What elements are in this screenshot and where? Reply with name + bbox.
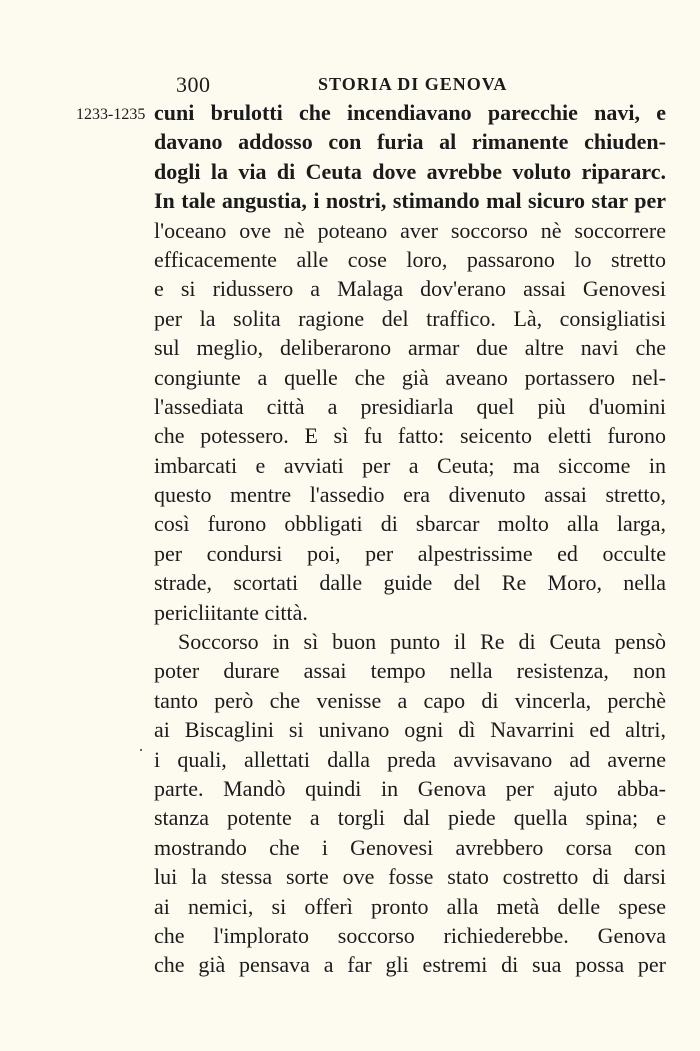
page-number: 300 — [176, 72, 211, 97]
text-line: congiunte a quelle che già aveano portassero nel- — [154, 364, 666, 390]
text-line: così furono obbligati di sbarcar molto alla larga, — [154, 511, 666, 537]
text-line: davano addosso con furia al rimanente chiuden- — [154, 129, 666, 155]
text-line: cuni brulotti che incendiavano parecchie navi, e — [154, 100, 666, 125]
paragraph-2 — [154, 627, 666, 980]
text-line: strade, scortati dalle guide del Re Moro, nella — [154, 570, 666, 596]
running-head: STORIA DI GENOVA — [318, 74, 508, 94]
marginal-date: 1233-1235 — [76, 106, 146, 123]
text-line: efficacemente alle cose loro, passarono lo stretto — [154, 246, 666, 272]
text-line: Soccorso in sì buon punto il Re di Ceuta pensò — [178, 629, 666, 655]
text-line: ai nemici, si offerì pronto alla metà delle spese — [154, 893, 666, 919]
text-line: sul meglio, deliberarono armar due altre navi che — [154, 335, 666, 361]
text-line: l'oceano ove nè poteano aver soccorso nè soccorrere — [154, 217, 666, 243]
text-line: per condursi poi, per alpestrissime ed occulte — [154, 540, 666, 566]
body-text — [154, 98, 666, 980]
text-line: che l'implorato soccorso richiederebbe. Genova — [154, 922, 666, 948]
text-line: poter durare assai tempo nella resistenza, non — [154, 658, 666, 684]
text-line: mostrando che i Genovesi avrebbero corsa con — [154, 834, 666, 860]
text-line: lui la stessa sorte ove fosse stato costretto di darsi — [154, 864, 666, 890]
text-line: dogli la via di Ceuta dove avrebbe voluto ripararc. — [154, 158, 666, 184]
text-line: questo mentre l'assedio era divenuto assai stretto, — [154, 482, 666, 508]
paragraph-1 — [154, 98, 666, 627]
text-line: i quali, allettati dalla preda avvisavano ad averne — [154, 746, 666, 772]
text-line: tanto però che venisse a capo di vincerla, perchè — [154, 687, 666, 713]
text-line: imbarcati e avviati per a Ceuta; ma siccome in — [154, 452, 666, 478]
text-line: parte. Mandò quindi in Genova per ajuto abba- — [154, 775, 666, 801]
text-line: ai Biscaglini si univano ogni dì Navarrini ed altri, — [154, 717, 666, 743]
ink-speck — [140, 749, 142, 751]
text-line: l'assediata città a presidiarla quel più d'uomini — [154, 393, 666, 419]
text-line: che potessero. E sì fu fatto: seicento eletti furono — [154, 423, 666, 449]
text-line: In tale angustia, i nostri, stimando mal sicuro star per — [154, 188, 666, 214]
text-line: stanza potente a torgli dal piede quella spina; e — [154, 805, 666, 831]
text-line: che già pensava a far gli estremi di sua possa per — [154, 952, 666, 978]
text-line: pericliitante città. — [154, 599, 308, 625]
text-line: per la solita ragione del traffico. Là, consigliatisi — [154, 305, 666, 331]
text-line: e si ridussero a Malaga dov'erano assai Genovesi — [154, 276, 666, 302]
